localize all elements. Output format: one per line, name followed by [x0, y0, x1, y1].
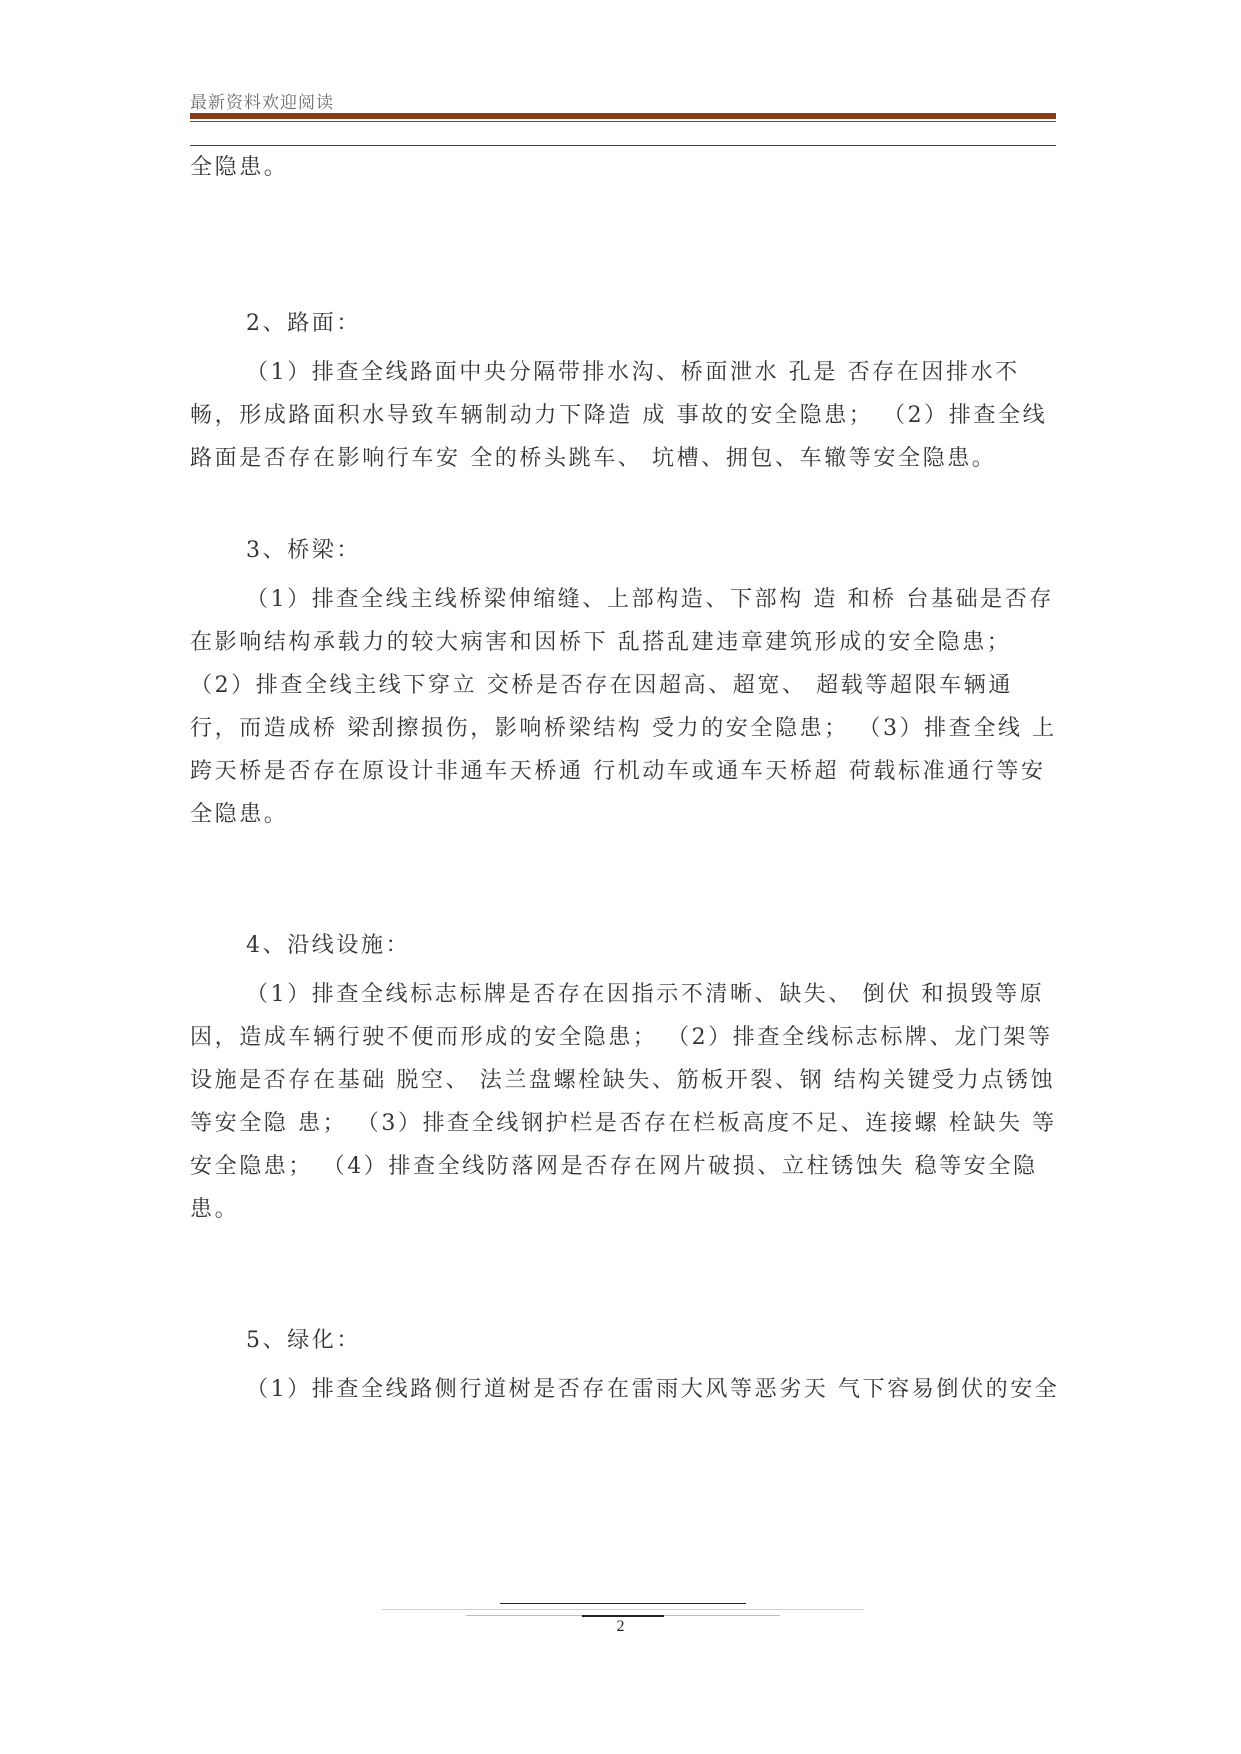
section-heading-road-surface: 2、路面： [246, 311, 361, 336]
section-heading-greening: 5、绿化： [246, 1328, 361, 1353]
paragraph-road-surface: （1）排查全线路面中央分隔带排水沟、桥面泄水 孔是 否存在因排水不畅，形成路面积水导致车辆制动力下降造 成 事故的安全隐患； （2）排查全线路面是否存在影响行车安 全的桥头跳车、 坑槽、拥包、车辙等安全隐患。 [190, 360, 1048, 471]
header-rule-thick [190, 113, 1056, 119]
footer-rule [582, 1615, 664, 1617]
paragraph-continued: 全隐患。 [190, 155, 289, 180]
paragraph-roadside-facilities: （1）排查全线标志标牌是否存在因指示不清晰、缺失、 倒伏 和损毁等原因，造成车辆行驶不便而形成的安全隐患； （2）排查全线标志标牌、龙门架等设施是否存在基础 脱空、 法兰盘螺栓缺失、筋板开裂、钢 结构关键受力点锈蚀 等安全隐 患； （3）排查全线钢护栏是否存在栏板高度不足、连接螺 栓缺失 等安全隐患； （4）排查全线防落网是否存在网片破损、立柱锈蚀失 稳等安全隐患。 [190, 982, 1057, 1222]
footer-rule [500, 1603, 746, 1604]
paragraph-greening: （1）排查全线路侧行道树是否存在雷雨大风等恶劣天 气下容易倒伏的安全 [246, 1377, 1060, 1402]
section-heading-bridges: 3、桥梁： [246, 538, 361, 563]
footer-rule [382, 1609, 864, 1610]
header-title: 最新资料欢迎阅读 [190, 93, 334, 113]
header-rule-thin [190, 121, 1056, 122]
page-number: 2 [616, 1618, 625, 1635]
paragraph-bridges: （1）排查全线主线桥梁伸缩缝、上部构造、下部构 造 和桥 台基础是否存在影响结构承载力的较大病害和因桥下 乱搭乱建违章建筑形成的安全隐患； （2）排查全线主线下穿立 交桥是否存在因超高、超宽、 超载等超限车辆通行，而造成桥 梁刮擦损伤，影响桥梁结构 受力的安全隐患； （3）排查全线 上跨天桥是否存在原设计非通车天桥通 行机动车或通车天桥超 荷载标准通行等安全隐患。 [190, 587, 1057, 827]
section-heading-roadside-facilities: 4、沿线设施： [246, 933, 411, 958]
